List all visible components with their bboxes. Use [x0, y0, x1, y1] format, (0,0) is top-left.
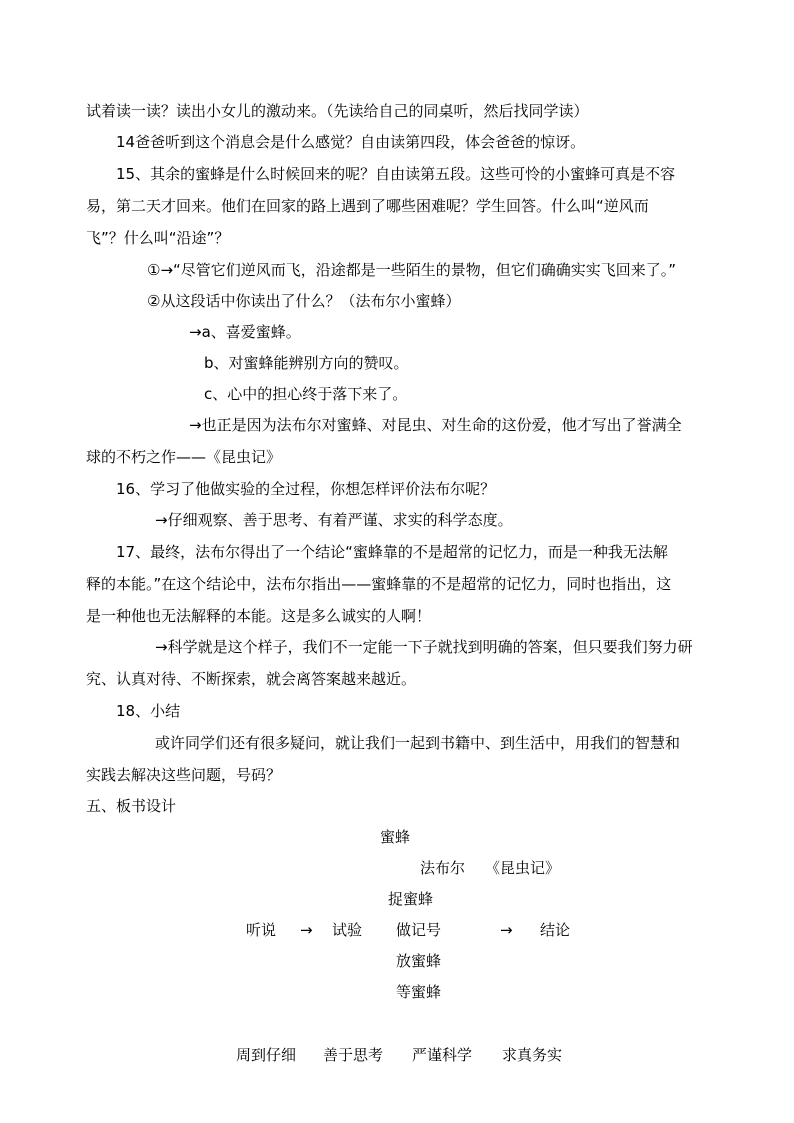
answer-b: b、对蜜蜂能辨别方向的赞叹。 [204, 354, 409, 372]
quote-item-1: ①→“尽管它们逆风而飞，沿途都是一些陌生的景物，但它们确确实实飞回来了。” [147, 261, 677, 279]
board-quality-2: 善于思考 [323, 1046, 384, 1064]
board-title: 蜜蜂 [380, 828, 411, 846]
board-release: 放蜜蜂 [396, 952, 442, 970]
board-wait: 等蜜蜂 [396, 983, 442, 1001]
science-line-1: →科学就是这个样子，我们不一定能一下子就找到明确的答案，但只要我们努力研 [155, 638, 693, 656]
paragraph-18: 18、小结 [116, 702, 181, 720]
paragraph-try-read: 试着读一读？读出小女儿的激动来。（先读给自己的同桌听，然后找同学读） [86, 102, 589, 120]
board-quality-1: 周到仔细 [236, 1046, 297, 1064]
board-hear: 听说 [246, 921, 277, 939]
conclusion-line-1: →也正是因为法布尔对蜜蜂、对昆虫、对生命的这份爱，他才写出了誉满全 [189, 416, 682, 434]
paragraph-15-line-2: 易，第二天才回来。他们在回家的路上遇到了哪些困难呢？学生回答。什么叫“逆风而 [86, 197, 649, 215]
board-result: 结论 [540, 921, 571, 939]
board-test: 试验 [332, 921, 363, 939]
answer-c: c、心中的担心终于落下来了。 [204, 385, 408, 403]
science-line-2: 究、认真对待、不断探索，就会离答案越来越近。 [86, 670, 417, 688]
board-quality-3: 严谨科学 [412, 1046, 473, 1064]
board-mark: 做记号 [396, 921, 442, 939]
board-catch: 捉蜜蜂 [388, 890, 434, 908]
summary-line-2: 实践去解决这些问题，号码？ [86, 766, 282, 784]
paragraph-17-line-3: 是一种他也无法解释的本能。这是多么诚实的人啊！ [86, 607, 432, 625]
answer-a: →a、喜爱蜜蜂。 [189, 323, 301, 341]
board-arrow-1: → [300, 921, 313, 939]
paragraph-15-line-1: 15、其余的蜜蜂是什么时候回来的呢？自由读第五段。这些可怜的小蜜蜂可真是不容 [116, 165, 676, 183]
board-quality-4: 求真务实 [502, 1046, 563, 1064]
board-author: 法布尔 [420, 859, 466, 877]
paragraph-17-line-2: 释的本能。”在这个结论中，法布尔指出——蜜蜂靠的不是超常的记忆力，同时也指出，这 [86, 575, 672, 593]
conclusion-line-2: 球的不朽之作——《昆虫记》 [86, 448, 282, 466]
paragraph-16: 16、学习了他做实验的全过程，你想怎样评价法布尔呢？ [116, 480, 496, 498]
board-arrow-2: → [500, 921, 513, 939]
summary-line-1: 或许同学们还有很多疑问，就让我们一起到书籍中、到生活中，用我们的智慧和 [155, 734, 681, 752]
paragraph-16-answer: →仔细观察、善于思考、有着严谨、求实的科学态度。 [155, 511, 513, 529]
board-book: 《昆虫记》 [485, 859, 561, 877]
paragraph-15-line-3: 飞”？什么叫“沿途”？ [86, 229, 230, 247]
paragraph-17-line-1: 17、最终，法布尔得出了一个结论“蜜蜂靠的不是超常的记忆力，而是一种我无法解 [116, 543, 668, 561]
paragraph-14: 14爸爸听到这个消息会是什么感觉？自由读第四段，体会爸爸的惊讶。 [116, 133, 586, 151]
section-heading-5: 五、板书设计 [86, 797, 177, 815]
question-item-2: ②从这段话中你读出了什么？（法布尔小蜜蜂） [147, 292, 461, 310]
